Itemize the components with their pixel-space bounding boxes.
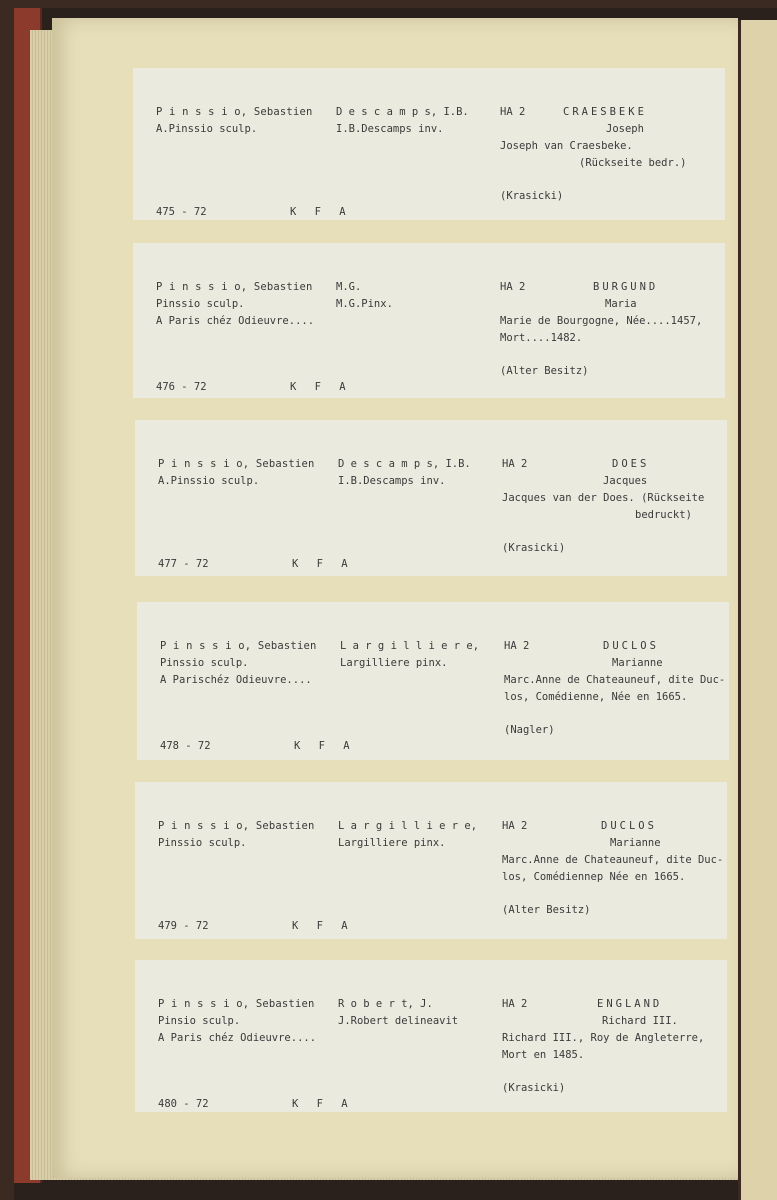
- sculp-line: Pinsio sculp.: [158, 1015, 241, 1027]
- subject-heading: DUCLOS: [601, 820, 657, 832]
- category-code: HA 2: [500, 281, 526, 293]
- provenance: (Krasicki): [502, 1082, 566, 1094]
- category-code: HA 2: [502, 820, 528, 832]
- inventory-number: 479 - 72: [158, 920, 209, 932]
- description-line-3: (Rückseite bedr.): [579, 157, 687, 169]
- sculp-line: Pinssio sculp.: [156, 298, 245, 310]
- catalog-card-478: [137, 602, 729, 760]
- description-line-2: Mort....1482.: [500, 332, 583, 344]
- painter-inscription: M.G.Pinx.: [336, 298, 393, 310]
- painter-name: D e s c a m p s, I.B.: [338, 458, 471, 470]
- inventory-number: 478 - 72: [160, 740, 211, 752]
- category-code: HA 2: [504, 640, 530, 652]
- painter-name: D e s c a m p s, I.B.: [336, 106, 469, 118]
- inventory-number: 480 - 72: [158, 1098, 209, 1110]
- catalog-card-479: [135, 782, 727, 939]
- inventory-number: 477 - 72: [158, 558, 209, 570]
- collection-code: K F A: [290, 206, 352, 218]
- subject-heading: BURGUND: [593, 281, 659, 293]
- artist-name: P i n s s i o, Sebastien: [158, 458, 315, 470]
- description-line-1: Joseph van Craesbeke.: [500, 140, 633, 152]
- collection-code: K F A: [292, 558, 354, 570]
- artist-name: P i n s s i o, Sebastien: [156, 106, 313, 118]
- description-line-3: bedruckt): [635, 509, 692, 521]
- description-line-2: los, Comédienne, Née en 1665.: [504, 691, 688, 703]
- painter-inscription: I.B.Descamps inv.: [338, 475, 446, 487]
- subject-heading: CRAESBEKE: [563, 106, 647, 118]
- given-name: Joseph: [606, 123, 644, 135]
- painter-name: L a r g i l l i e r e,: [340, 640, 480, 652]
- description-line-1: Marie de Bourgogne, Née....1457,: [500, 315, 703, 327]
- artist-name: P i n s s i o, Sebastien: [158, 998, 315, 1010]
- subject-heading: DOES: [612, 458, 650, 470]
- sculp-line-2: A Paris chéz Odieuvre....: [156, 315, 315, 327]
- catalog-card-476: [133, 243, 725, 398]
- provenance: (Alter Besitz): [500, 365, 589, 377]
- inventory-number: 475 - 72: [156, 206, 207, 218]
- collection-code: K F A: [292, 920, 354, 932]
- painter-inscription: I.B.Descamps inv.: [336, 123, 444, 135]
- given-name: Marianne: [612, 657, 663, 669]
- painter-name: L a r g i l l i e r e,: [338, 820, 478, 832]
- description-line-1: Marc.Anne de Chateauneuf, dite Duc-: [504, 674, 726, 686]
- inventory-number: 476 - 72: [156, 381, 207, 393]
- given-name: Jacques: [603, 475, 648, 487]
- category-code: HA 2: [500, 106, 526, 118]
- description-line-1: Richard III., Roy de Angleterre,: [502, 1032, 705, 1044]
- artist-name: P i n s s i o, Sebastien: [158, 820, 315, 832]
- artist-name: P i n s s i o, Sebastien: [160, 640, 317, 652]
- sculp-line: Pinssio sculp.: [158, 837, 247, 849]
- description-line-1: Jacques van der Does. (Rückseite: [502, 492, 705, 504]
- provenance: (Alter Besitz): [502, 904, 591, 916]
- subject-heading: ENGLAND: [597, 998, 663, 1010]
- sculp-line-2: A Paris chéz Odieuvre....: [158, 1032, 317, 1044]
- given-name: Marianne: [610, 837, 661, 849]
- painter-inscription: Largilliere pinx.: [338, 837, 446, 849]
- subject-heading: DUCLOS: [603, 640, 659, 652]
- catalog-card-477: [135, 420, 727, 576]
- collection-code: K F A: [290, 381, 352, 393]
- catalog-card-475: [133, 68, 725, 220]
- sculp-line: A.Pinssio sculp.: [156, 123, 258, 135]
- description-line-2: los, Comédiennep Née en 1665.: [502, 871, 686, 883]
- description-line-1: Marc.Anne de Chateauneuf, dite Duc-: [502, 854, 724, 866]
- given-name: Richard III.: [602, 1015, 678, 1027]
- provenance: (Nagler): [504, 724, 555, 736]
- collection-code: K F A: [292, 1098, 354, 1110]
- category-code: HA 2: [502, 458, 528, 470]
- artist-name: P i n s s i o, Sebastien: [156, 281, 313, 293]
- painter-inscription: J.Robert delineavit: [338, 1015, 459, 1027]
- description-line-2: Mort en 1485.: [502, 1049, 585, 1061]
- painter-name: R o b e r t, J.: [338, 998, 433, 1010]
- sculp-line: Pinssio sculp.: [160, 657, 249, 669]
- collection-code: K F A: [294, 740, 356, 752]
- sculp-line-2: A Parischéz Odieuvre....: [160, 674, 312, 686]
- sculp-line: A.Pinssio sculp.: [158, 475, 260, 487]
- catalog-card-480: [135, 960, 727, 1112]
- category-code: HA 2: [502, 998, 528, 1010]
- painter-name: M.G.: [336, 281, 362, 293]
- painter-inscription: Largilliere pinx.: [340, 657, 448, 669]
- provenance: (Krasicki): [502, 542, 566, 554]
- given-name: Maria: [605, 298, 637, 310]
- provenance: (Krasicki): [500, 190, 564, 202]
